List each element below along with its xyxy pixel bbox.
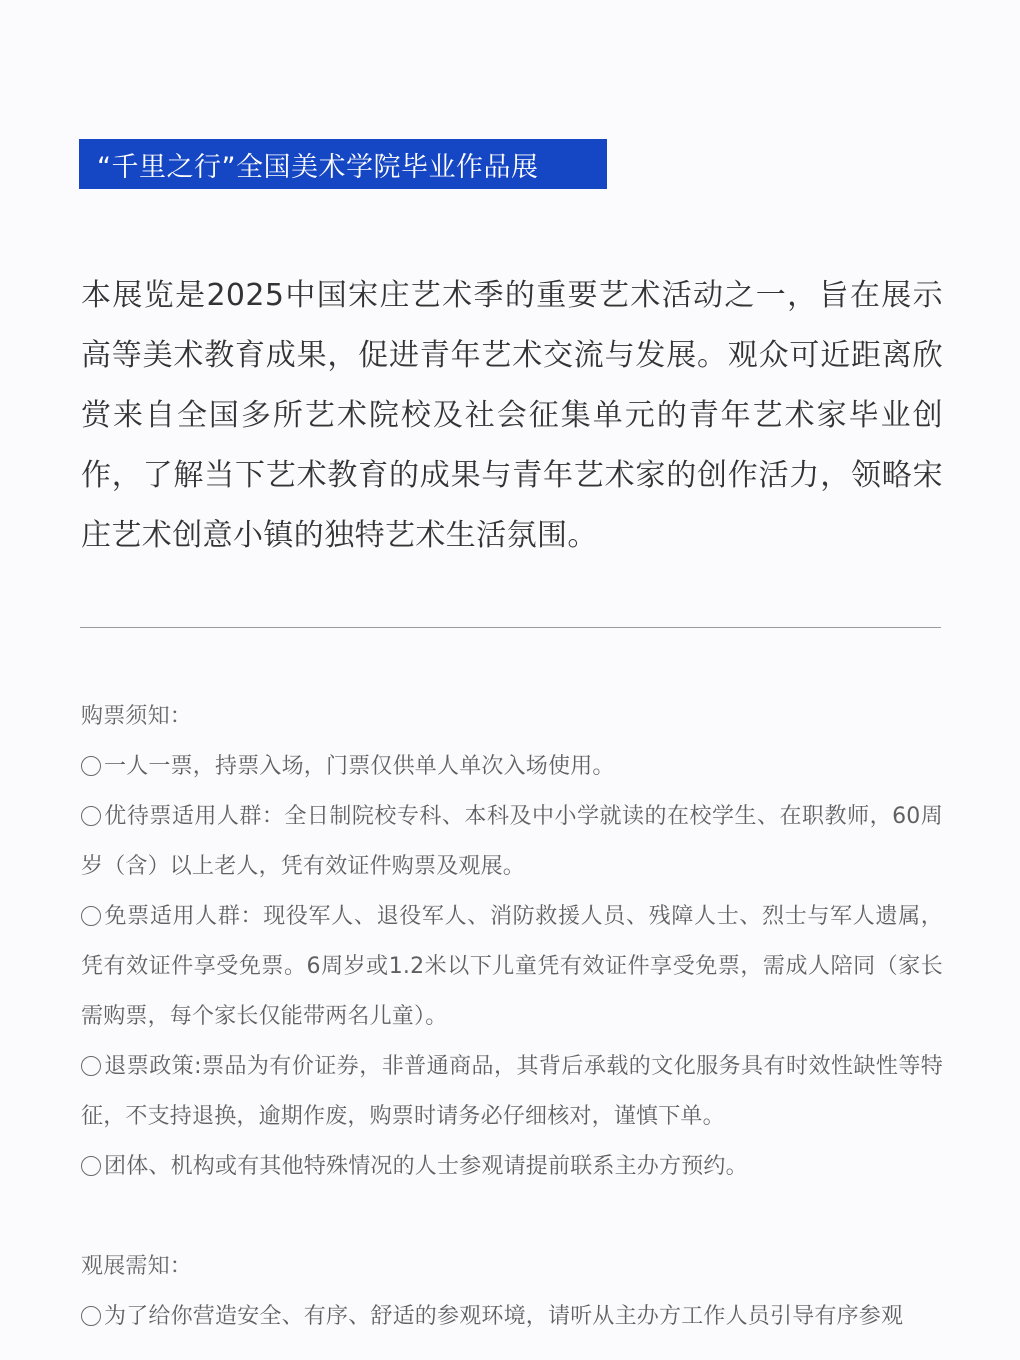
circle-bullet-icon (81, 1306, 101, 1326)
ticket-notice-item-text: 退票政策:票品为有价证券，非普通商品，其背后承载的文化服务具有时效性缺性等特征，不支持退换，逾期作废，购票时请务必仔细核对，谨慎下单。 (81, 1054, 943, 1129)
ticket-notice-section (81, 692, 943, 1192)
visit-notice-heading: 观展需知： (81, 1254, 193, 1279)
exhibition-intro: 本展览是2025中国宋庄艺术季的重要艺术活动之一，旨在展示高等美术教育成果，促进青年艺术交流与发展。观众可近距离欣赏来自全国多所艺术院校及社会征集单元的青年艺术家毕业创作，了解当下艺术教育的成果与青年艺术家的创作活力，领略宋庄艺术创意小镇的独特艺术生活氛围。 (81, 278, 943, 553)
section-divider (80, 627, 941, 628)
circle-bullet-icon (81, 1156, 101, 1176)
ticket-notice-item (81, 1042, 943, 1142)
ticket-notice-item (81, 792, 943, 892)
circle-bullet-icon (81, 906, 101, 926)
circle-bullet-icon (81, 806, 101, 826)
ticket-notice-item-text: 优待票适用人群：全日制院校专科、本科及中小学就读的在校学生、在职教师，60周岁（含）以上老人，凭有效证件购票及观展。 (81, 804, 943, 879)
circle-bullet-icon (81, 1056, 101, 1076)
ticket-notice-item (81, 1142, 943, 1192)
exhibition-title: “千里之行”全国美术学院毕业作品展 (97, 151, 539, 183)
ticket-notice-item (81, 892, 943, 1042)
circle-bullet-icon (81, 756, 101, 776)
visit-notice-item (81, 1292, 943, 1342)
ticket-notice-item-text: 团体、机构或有其他特殊情况的人士参观请提前联系主办方预约。 (104, 1154, 748, 1179)
ticket-notice-heading: 购票须知： (81, 704, 193, 729)
visit-notice-item-text: 为了给你营造安全、有序、舒适的参观环境，请听从主办方工作人员引导有序参观 (104, 1304, 904, 1329)
ticket-notice-item-text: 免票适用人群：现役军人、退役军人、消防救援人员、残障人士、烈士与军人遗属，凭有效证件享受免票。6周岁或1.2米以下儿童凭有效证件享受免票，需成人陪同（家长需购票，每个家长仅能带两名儿童）。 (81, 904, 943, 1029)
ticket-notice-item (81, 742, 943, 792)
title-banner (79, 139, 607, 189)
ticket-notice-item-text: 一人一票，持票入场，门票仅供单人单次入场使用。 (104, 754, 615, 779)
visit-notice-section (81, 1242, 943, 1342)
